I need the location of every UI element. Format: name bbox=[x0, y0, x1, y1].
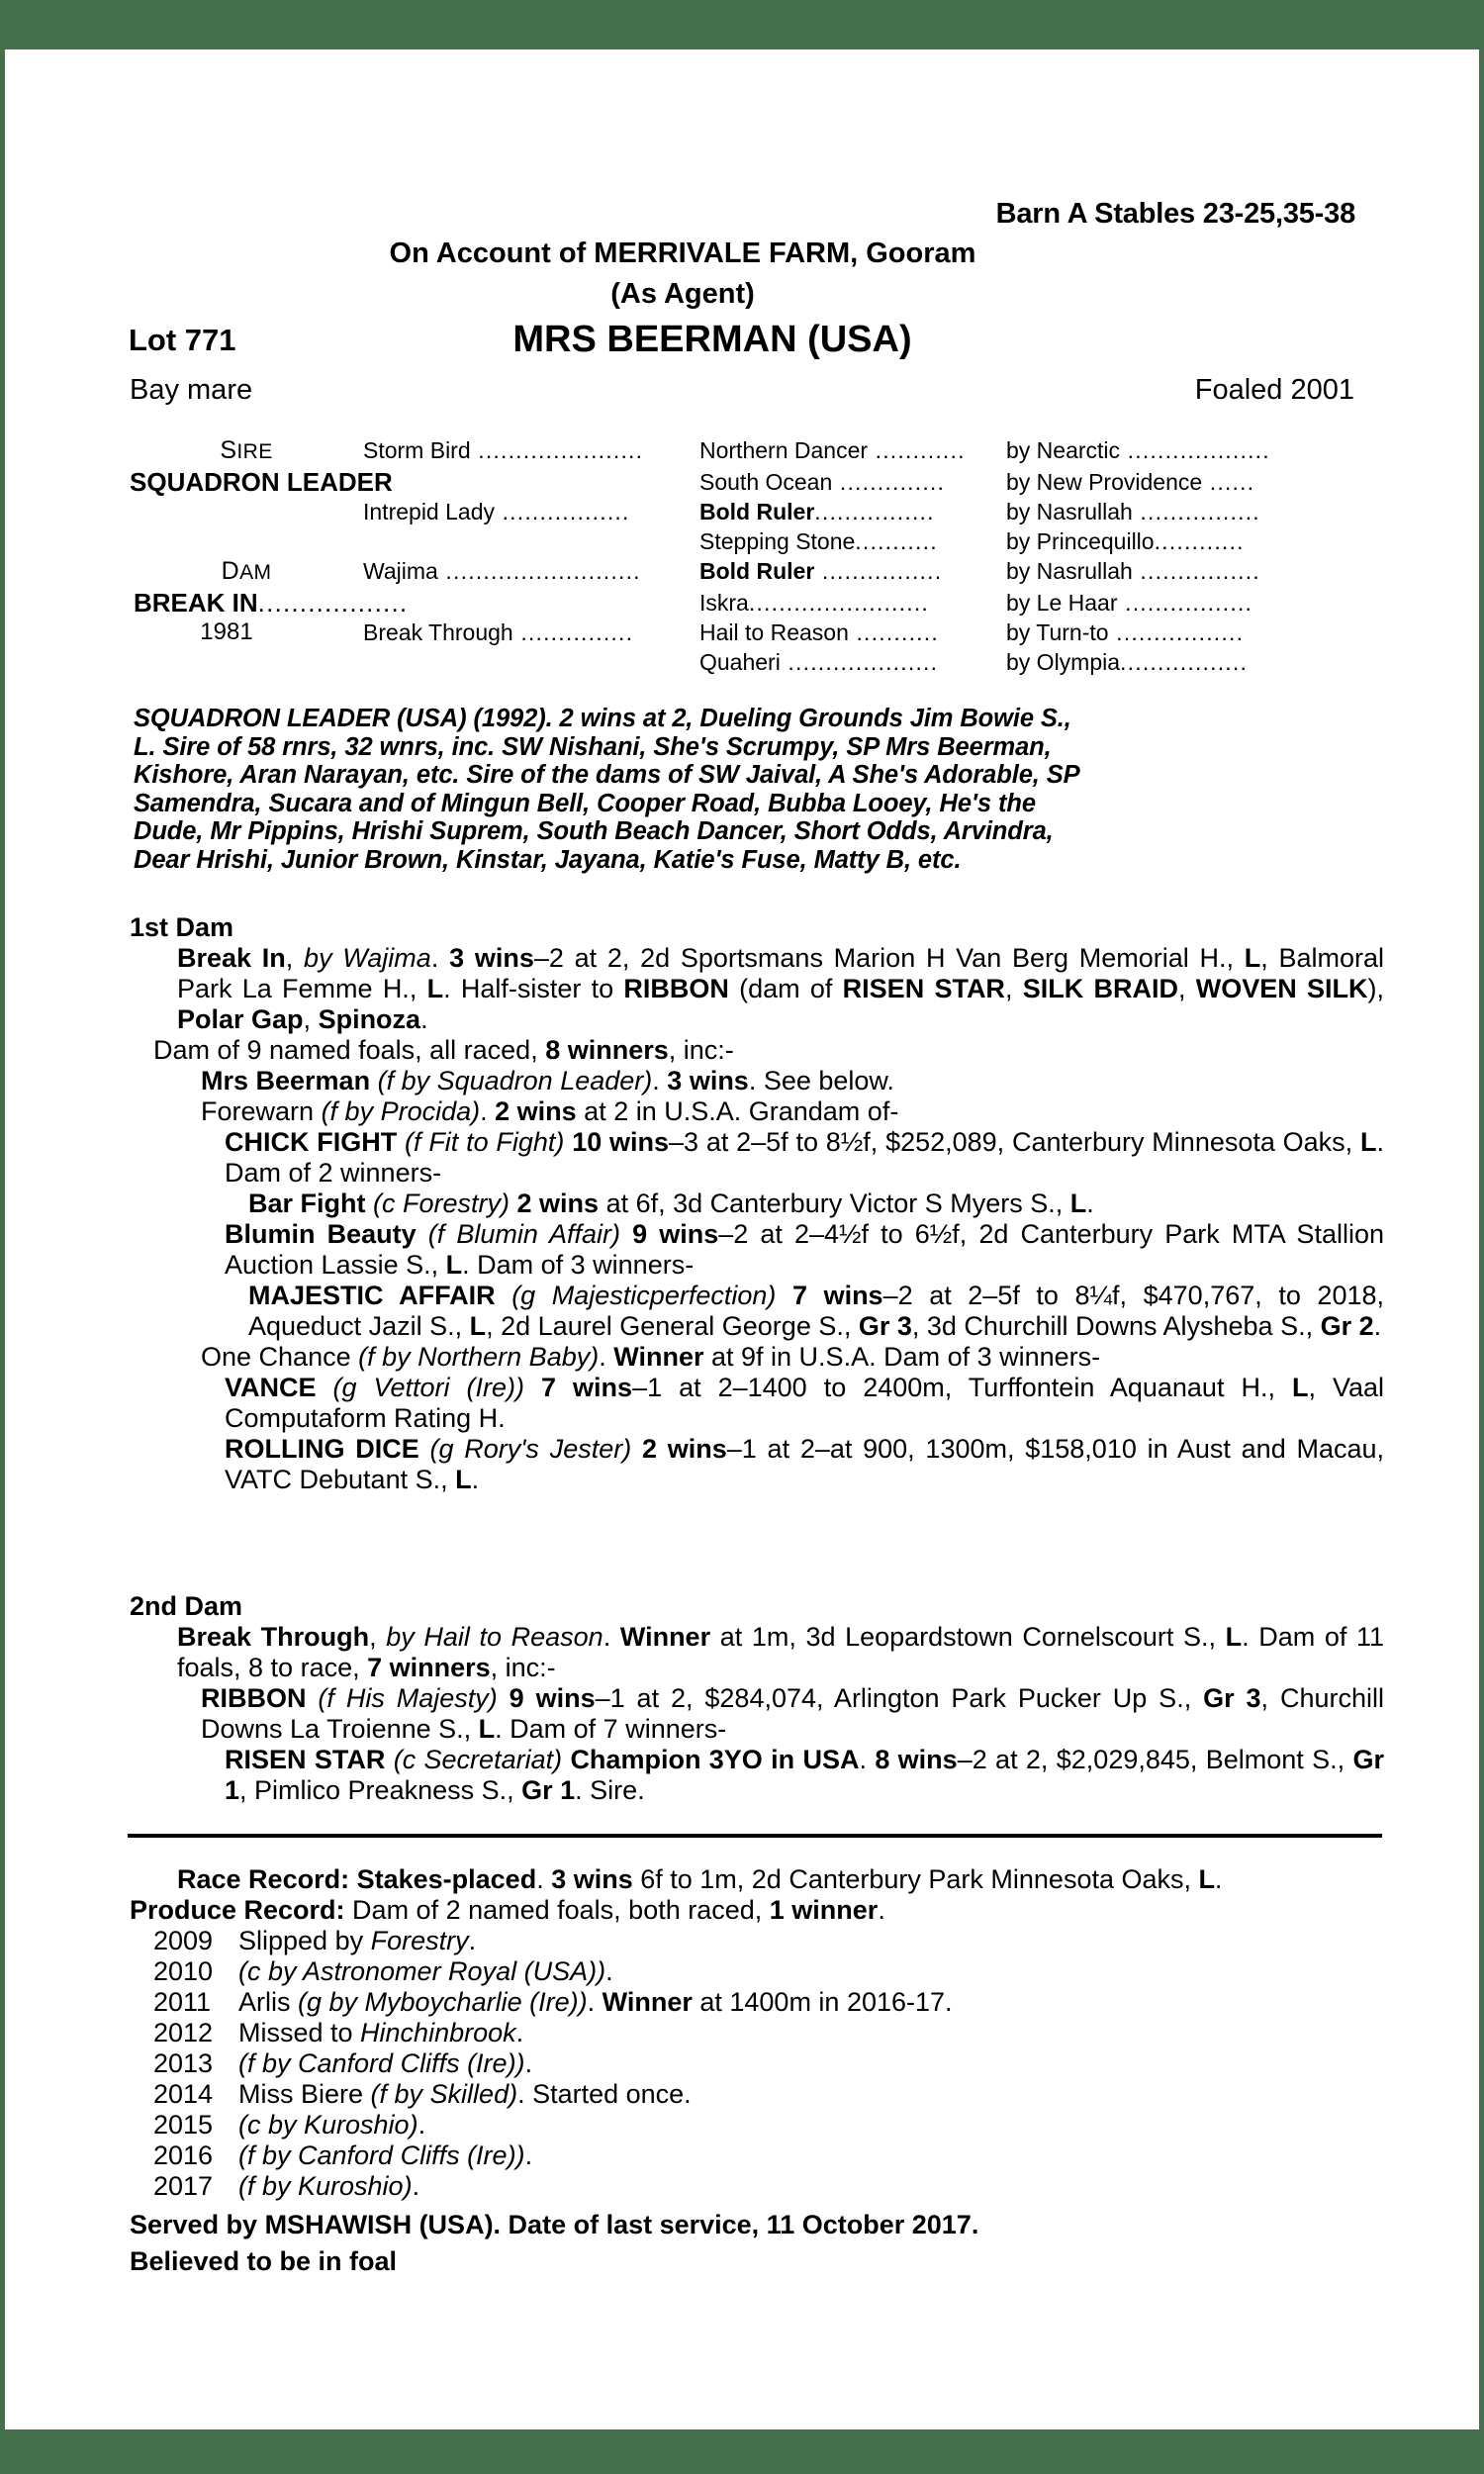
second-dam-title: 2nd Dam bbox=[130, 1591, 243, 1621]
leader-dots: ........... bbox=[855, 528, 938, 554]
produce-text: (c by Astronomer Royal (USA)). bbox=[238, 1956, 613, 1986]
dam-label: DAM bbox=[221, 557, 272, 585]
produce-text: (c by Kuroshio). bbox=[238, 2110, 426, 2140]
leader-dots: ................ bbox=[814, 558, 943, 584]
dam-sire-text: by Hail to Reason bbox=[386, 1622, 603, 1652]
list-item: Forewarn (f by Procida). 2 wins at 2 in U.S.A. Grandam of- bbox=[201, 1096, 899, 1126]
produce-year: 2010 bbox=[153, 1956, 214, 1986]
in-foal-status: Believed to be in foal bbox=[130, 2246, 398, 2276]
sire-summary-line: L. Sire of 58 rnrs, 32 wnrs, inc. SW Nishani, She's Scrumpy, SP Mrs Beerman, bbox=[134, 732, 1052, 761]
pedigree-g4-cell bbox=[1006, 588, 1366, 618]
leader-dots: ........... bbox=[848, 619, 939, 645]
pedigree-row bbox=[130, 588, 1366, 618]
pedigree-g3-cell bbox=[699, 618, 1006, 647]
leader-dots: ...................... bbox=[470, 437, 644, 463]
progeny-parentage: (f by Northern Baby) bbox=[358, 1342, 600, 1372]
progeny-name: Forewarn bbox=[201, 1096, 315, 1126]
progeny-parentage: (g Majesticperfection) bbox=[511, 1281, 777, 1310]
dam-year: 1981 bbox=[200, 618, 253, 645]
dam-name-text: BREAK IN bbox=[134, 588, 258, 618]
pedigree-g3-name: Bold Ruler bbox=[699, 499, 815, 524]
produce-year: 2014 bbox=[153, 2079, 214, 2109]
dam-name-block bbox=[130, 588, 409, 618]
dam-name bbox=[130, 588, 409, 618]
sire-name: SQUADRON LEADER bbox=[130, 467, 393, 497]
produce-text: Miss Biere (f by Skilled). Started once. bbox=[238, 2079, 692, 2109]
pedigree-g4-cell bbox=[1006, 467, 1366, 497]
first-dam-foals-line: Dam of 9 named foals, all raced, 8 winners, inc:- bbox=[153, 1035, 734, 1065]
pedigree-g3-name: Stepping Stone bbox=[699, 528, 856, 554]
progeny-name: RIBBON bbox=[201, 1683, 307, 1713]
produce-text: (f by Canford Cliffs (Ire)). bbox=[238, 2048, 533, 2078]
pedigree-g3-cell bbox=[699, 435, 1006, 465]
produce-row bbox=[153, 2018, 1384, 2048]
produce-year: 2017 bbox=[153, 2171, 214, 2201]
leader-dots: ................. bbox=[494, 499, 630, 524]
progeny-name: ROLLING DICE bbox=[225, 1434, 419, 1464]
pedigree-g3-name: Hail to Reason bbox=[699, 619, 849, 645]
pedigree-g4-name: by Turn-to bbox=[1006, 619, 1109, 645]
produce-text: (f by Canford Cliffs (Ire)). bbox=[238, 2141, 533, 2170]
produce-year: 2012 bbox=[153, 2018, 214, 2047]
produce-row bbox=[153, 1926, 1384, 1956]
produce-year: 2015 bbox=[153, 2110, 214, 2140]
lot-number: Lot 771 bbox=[129, 323, 236, 357]
leader-dots: ................. bbox=[1120, 649, 1249, 675]
progeny-name: CHICK FIGHT bbox=[225, 1127, 398, 1157]
list-item: CHICK FIGHT (f Fit to Fight) 10 wins–3 at 2–5f to 8½f, $252,089, Canterbury Minnesota Oaks, L. Dam of 2 winners- bbox=[225, 1127, 1384, 1188]
list-item: RIBBON (f His Majesty) 9 wins–1 at 2, $284,074, Arlington Park Pucker Up S., Gr 3, Churchill Downs La Troienne S., L. Dam of 7 winners- bbox=[201, 1683, 1384, 1744]
list-item: ROLLING DICE (g Rory's Jester) 2 wins–1 at 2–at 900, 1300m, $158,010 in Aust and Macau, VATC Debutant S., L. bbox=[225, 1434, 1384, 1494]
second-dam-section bbox=[130, 1591, 1384, 1806]
pedigree-row bbox=[130, 435, 1366, 467]
leader-dots: ...... bbox=[1202, 469, 1255, 495]
pedigree-g3-name: Northern Dancer bbox=[699, 437, 869, 463]
pedigree-g4-cell bbox=[1006, 526, 1366, 556]
leader-dots: ................. bbox=[1117, 590, 1253, 616]
progeny-name: RISEN STAR bbox=[225, 1745, 386, 1774]
pedigree-g4-cell bbox=[1006, 435, 1366, 465]
pedigree-g3-cell bbox=[699, 647, 1006, 677]
produce-row bbox=[153, 1987, 1384, 2018]
pedigree-g2-cell bbox=[363, 497, 699, 526]
produce-year: 2016 bbox=[153, 2141, 214, 2170]
dam-sire-text: by Wajima bbox=[304, 943, 431, 973]
progeny-parentage: (f by Procida) bbox=[321, 1096, 481, 1126]
progeny-name: MAJESTIC AFFAIR bbox=[248, 1281, 496, 1310]
sire-label: SIRE bbox=[220, 436, 273, 464]
sire-summary-line: Samendra, Sucara and of Mingun Bell, Cooper Road, Bubba Looey, He's the bbox=[134, 789, 1036, 817]
produce-row bbox=[153, 2079, 1384, 2110]
pedigree-g4-name: by Nearctic bbox=[1006, 437, 1121, 463]
pedigree-g3-name: Bold Ruler bbox=[699, 558, 815, 584]
pedigree-g4-name: by Olympia bbox=[1006, 649, 1121, 675]
pedigree-row bbox=[130, 556, 1366, 588]
pedigree-g3-cell bbox=[699, 526, 1006, 556]
pedigree-g3-cell bbox=[699, 588, 1006, 618]
produce-text: Missed to Hinchinbrook. bbox=[238, 2018, 524, 2047]
dam-block bbox=[130, 556, 363, 588]
sire-summary-line: Dude, Mr Pippins, Hrishi Suprem, South Beach Dancer, Short Odds, Arvindra, bbox=[134, 817, 1054, 845]
progeny-parentage: (c Forestry) bbox=[373, 1189, 510, 1218]
produce-record-label: Produce Record: bbox=[130, 1895, 345, 1925]
colour-sex-label: Bay mare bbox=[130, 374, 253, 406]
list-item: RISEN STAR (c Secretariat) Champion 3YO in USA. 8 wins–2 at 2, $2,029,845, Belmont S., Gr 1, Pimlico Preakness S., Gr 1. Sire. bbox=[225, 1745, 1384, 1805]
leader-dots: .................... bbox=[780, 649, 939, 675]
leader-dots: ................ bbox=[1132, 499, 1260, 524]
produce-row bbox=[153, 2048, 1384, 2079]
served-by-line: Served by MSHAWISH (USA). Date of last service, 11 October 2017. bbox=[130, 2210, 979, 2239]
pedigree-g4-name: by Le Haar bbox=[1006, 590, 1118, 616]
sire-summary-line: SQUADRON LEADER (USA) (1992). 2 wins at 2, Dueling Grounds Jim Bowie S., bbox=[134, 705, 1071, 732]
sire-summary-paragraph bbox=[134, 705, 1384, 874]
leader-dots: ................... bbox=[1120, 437, 1270, 463]
leader-dots: ................ bbox=[814, 499, 935, 524]
list-item: Mrs Beerman (f by Squadron Leader). 3 wins. See below. bbox=[201, 1066, 894, 1095]
second-dam-main: Break Through, by Hail to Reason. Winner at 1m, 3d Leopardstown Cornelscourt S., L. Dam of 11 foals, 8 to race, 7 winners, inc:- bbox=[177, 1622, 1384, 1682]
sire-block bbox=[130, 435, 363, 467]
produce-row bbox=[153, 2141, 1384, 2171]
pedigree-g3-name: South Ocean bbox=[699, 469, 833, 495]
leader-dots: ............ bbox=[868, 437, 966, 463]
pedigree-g2-name: Break Through bbox=[363, 619, 513, 645]
produce-row bbox=[153, 2110, 1384, 2141]
first-dam-section bbox=[130, 912, 1384, 1495]
pedigree-row bbox=[130, 526, 1366, 556]
account-of-label: On Account of MERRIVALE FARM, Gooram bbox=[389, 238, 976, 269]
progeny-parentage: (g Rory's Jester) bbox=[429, 1434, 632, 1464]
produce-record-list bbox=[130, 1926, 1384, 2202]
race-record-label: Race Record: bbox=[177, 1864, 350, 1894]
pedigree-row bbox=[130, 647, 1366, 677]
sire-summary-line: Dear Hrishi, Junior Brown, Kinstar, Jayana, Katie's Fuse, Matty B, etc. bbox=[134, 845, 962, 874]
pedigree-g4-cell bbox=[1006, 647, 1366, 677]
pedigree-row bbox=[130, 497, 1366, 526]
progeny-name: VANCE bbox=[225, 1373, 317, 1402]
pedigree-g4-name: by Princequillo bbox=[1006, 528, 1155, 554]
pedigree-table bbox=[130, 435, 1366, 677]
progeny-name: One Chance bbox=[201, 1342, 351, 1372]
list-item: One Chance (f by Northern Baby). Winner at 9f in U.S.A. Dam of 3 winners- bbox=[201, 1342, 1101, 1372]
pedigree-g2-cell bbox=[363, 618, 699, 647]
pedigree-row bbox=[130, 618, 1366, 647]
pedigree-row bbox=[130, 467, 1366, 497]
foaled-year-label: Foaled 2001 bbox=[1194, 374, 1354, 406]
progeny-name: Bar Fight bbox=[248, 1189, 366, 1218]
dam-name-text: Break Through bbox=[177, 1622, 370, 1652]
pedigree-g4-cell bbox=[1006, 618, 1366, 647]
page-title: MRS BEERMAN (USA) bbox=[512, 319, 912, 360]
produce-text: Slipped by Forestry. bbox=[238, 1926, 477, 1955]
race-record-line: Race Record: Stakes-placed. 3 wins 6f to 1m, 2d Canterbury Park Minnesota Oaks, L. bbox=[177, 1864, 1223, 1894]
pedigree-g3-name: Iskra bbox=[699, 590, 749, 616]
progeny-parentage: (c Secretariat) bbox=[393, 1745, 563, 1774]
pedigree-g2-name: Wajima bbox=[363, 558, 438, 584]
progeny-parentage: (f His Majesty) bbox=[318, 1683, 498, 1713]
progeny-parentage: (f Fit to Fight) bbox=[405, 1127, 565, 1157]
produce-row bbox=[153, 2171, 1384, 2202]
produce-year: 2009 bbox=[153, 1926, 214, 1955]
pedigree-g4-cell bbox=[1006, 497, 1366, 526]
produce-row bbox=[153, 1956, 1384, 1987]
first-dam-main: Break In, by Wajima. 3 wins–2 at 2, 2d Sportsmans Marion H Van Berg Memorial H., L, Balmoral Park La Femme H., L. Half-sister to RIBBON (dam of RISEN STAR, SILK BRAID, WOVEN SILK), Polar Gap, Spinoza. bbox=[177, 943, 1384, 1034]
as-agent-label: (As Agent) bbox=[610, 278, 755, 310]
produce-text: (f by Kuroshio). bbox=[238, 2171, 420, 2201]
list-item: Blumin Beauty (f Blumin Affair) 9 wins–2 at 2–4½f to 6½f, 2d Canterbury Park MTA Stallion Auction Lassie S., L. Dam of 3 winners- bbox=[225, 1219, 1384, 1280]
dam-name-text: Break In bbox=[177, 943, 286, 973]
list-item: MAJESTIC AFFAIR (g Majesticperfection) 7 wins–2 at 2–5f to 8¼f, $470,767, to 2018, Aqueduct Jazil S., L, 2d Laurel General George S., Gr 3, 3d Churchill Downs Alysheba S., Gr 2. bbox=[248, 1281, 1384, 1341]
progeny-name: Blumin Beauty bbox=[225, 1219, 417, 1249]
pedigree-g2-cell bbox=[363, 435, 699, 465]
produce-text: Arlis (g by Myboycharlie (Ire)). Winner at 1400m in 2016-17. bbox=[238, 1987, 953, 2017]
pedigree-g4-name: by New Providence bbox=[1006, 469, 1203, 495]
pedigree-g3-cell bbox=[699, 497, 1006, 526]
pedigree-g3-name: Quaheri bbox=[699, 649, 781, 675]
pedigree-g2-name: Storm Bird bbox=[363, 437, 471, 463]
pedigree-g2-cell bbox=[363, 556, 699, 586]
dam-year-block bbox=[130, 618, 363, 647]
progeny-parentage: (f by Squadron Leader) bbox=[377, 1066, 653, 1095]
list-item: VANCE (g Vettori (Ire)) 7 wins–1 at 2–1400 to 2400m, Turffontein Aquanaut H., L, Vaal Computaform Rating H. bbox=[225, 1373, 1384, 1433]
leader-dots: .............. bbox=[832, 469, 946, 495]
leader-dots: .......................... bbox=[437, 558, 641, 584]
pedigree-g4-cell bbox=[1006, 556, 1366, 586]
list-item: Bar Fight (c Forestry) 2 wins at 6f, 3d Canterbury Victor S Myers S., L. bbox=[248, 1189, 1094, 1218]
leader-dots: ............ bbox=[1154, 528, 1245, 554]
section-divider bbox=[128, 1834, 1382, 1838]
progeny-parentage: (f Blumin Affair) bbox=[427, 1219, 620, 1249]
pedigree-g3-cell bbox=[699, 556, 1006, 586]
pedigree-g4-name: by Nasrullah bbox=[1006, 499, 1133, 524]
first-dam-title: 1st Dam bbox=[130, 912, 234, 942]
sire-name-block bbox=[130, 467, 393, 497]
produce-year: 2013 bbox=[153, 2048, 214, 2078]
pedigree-g4-name: by Nasrullah bbox=[1006, 558, 1133, 584]
pedigree-g3-cell bbox=[699, 467, 1006, 497]
leader-dots: ................. bbox=[1108, 619, 1245, 645]
leader-dots: ............... bbox=[512, 619, 634, 645]
page-content bbox=[5, 49, 1479, 2429]
produce-year: 2011 bbox=[153, 1987, 212, 2017]
produce-record-line: Produce Record: Dam of 2 named foals, both raced, 1 winner. bbox=[130, 1895, 885, 1925]
sire-summary-line: Kishore, Aran Narayan, etc. Sire of the dams of SW Jaival, A She's Adorable, SP bbox=[134, 761, 1080, 789]
leader-dots: ........................ bbox=[748, 590, 930, 616]
leader-dots: ................ bbox=[1132, 558, 1260, 584]
race-record-section bbox=[130, 1864, 1384, 2277]
progeny-name: Mrs Beerman bbox=[201, 1066, 371, 1095]
barn-stables-label: Barn A Stables 23-25,35-38 bbox=[995, 198, 1355, 230]
progeny-parentage: (g Vettori (Ire)) bbox=[332, 1373, 525, 1402]
pedigree-g2-name: Intrepid Lady bbox=[363, 499, 495, 524]
leader-dots: .................. bbox=[257, 588, 409, 618]
